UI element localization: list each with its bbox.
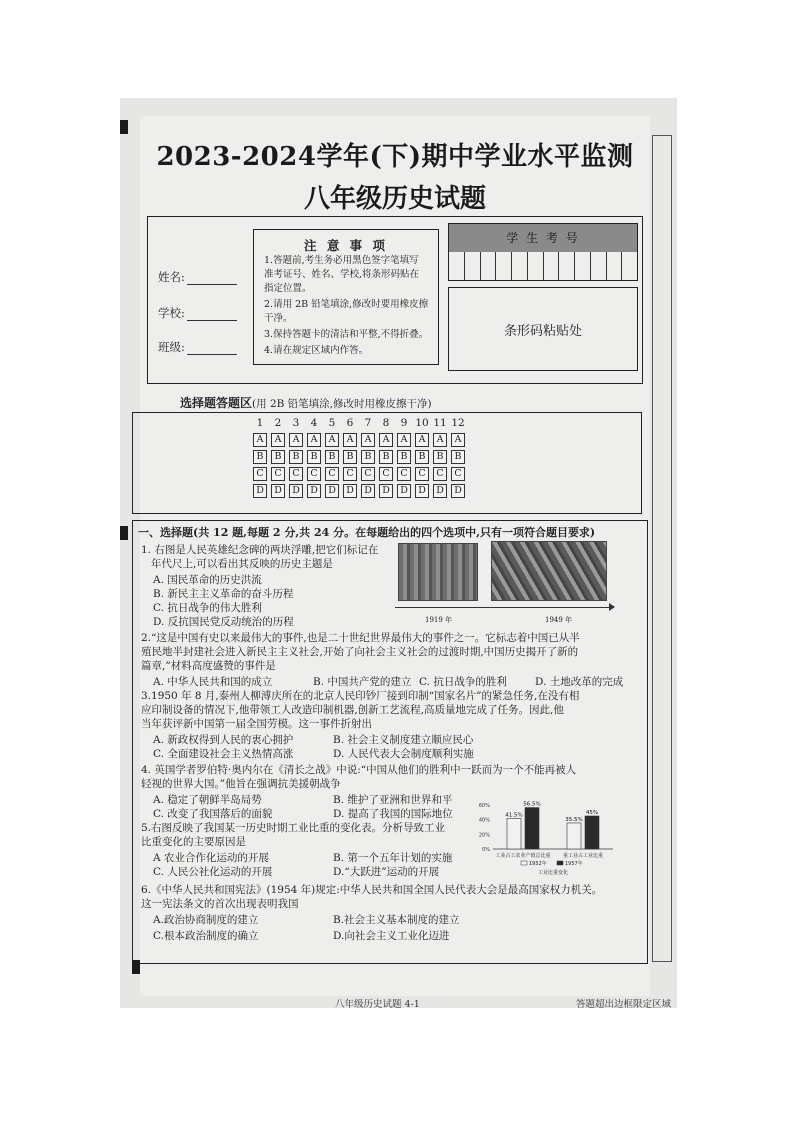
mc-question-number: 8 — [382, 417, 390, 429]
mc-question-number: 11 — [433, 417, 447, 429]
q1-line: 年代尺上,可以看出其反映的历史主题是 — [151, 558, 333, 570]
q1-option-b[interactable]: B. 新民主主义革命的奋斗历程 — [153, 588, 294, 600]
mc-bubble[interactable]: A — [433, 433, 447, 447]
mc-question-number: 10 — [415, 417, 429, 429]
bar-value-label: 41.5% — [505, 812, 523, 819]
mc-bubble[interactable]: A — [307, 433, 321, 447]
mc-bubble[interactable]: C — [379, 467, 393, 481]
mc-bubble[interactable]: C — [289, 467, 303, 481]
q3-option-c[interactable]: C. 全面建设社会主义热情高涨 — [153, 748, 294, 760]
mc-bubble[interactable]: B — [415, 450, 429, 464]
mc-question-number: 3 — [292, 417, 300, 429]
mc-bubble[interactable]: B — [289, 450, 303, 464]
mc-bubble[interactable]: B — [397, 450, 411, 464]
notice-line: 干净。 — [264, 313, 293, 324]
mc-bubble[interactable]: C — [361, 467, 375, 481]
q4-line: 轻视的世界大国。”他旨在强调抗美援朝战争 — [141, 778, 341, 790]
notice-line: 准考证号、姓名、学校,将条形码贴在 — [264, 269, 420, 280]
name-field — [158, 269, 237, 285]
q5-option-b[interactable]: B. 第一个五年计划的实施 — [333, 852, 453, 864]
mc-bubble[interactable]: D — [415, 484, 429, 498]
y-tick-label: 0% — [482, 847, 490, 853]
legend-label: 1952年 — [529, 861, 547, 867]
category-label: 工业占工农业产值总比重 — [495, 853, 551, 859]
q5-option-a[interactable]: A 农业合作化运动的开展 — [153, 852, 269, 864]
mc-bubble[interactable]: D — [361, 484, 375, 498]
notice-box — [253, 229, 439, 365]
mc-title — [180, 394, 432, 411]
q5-line: 比重变化的主要原因是 — [141, 836, 246, 848]
mc-bubble[interactable]: A — [253, 433, 267, 447]
q4-option-a[interactable]: A. 稳定了朝鲜半岛局势 — [153, 794, 262, 806]
y-tick-label: 60% — [478, 803, 490, 809]
exam-title: 2023-2024学年(下)期中学业水平监测 — [156, 142, 634, 172]
footer-note: 答题超出边框限定区域 — [576, 999, 672, 1008]
footer-page: 八年级历史试题 4-1 — [335, 999, 420, 1008]
notice-line: 4.请在规定区域内作答。 — [264, 345, 369, 356]
mc-question-number: 2 — [274, 417, 282, 429]
mc-bubble[interactable]: B — [271, 450, 285, 464]
q4-option-b[interactable]: B. 维护了亚洲和世界和平 — [333, 794, 453, 806]
q2-option-a[interactable]: A. 中华人民共和国的成立 — [153, 676, 273, 688]
mc-bubble[interactable]: C — [451, 467, 465, 481]
bar — [507, 819, 521, 849]
category-label: 重工业占工业比重 — [562, 853, 604, 859]
q4-option-d[interactable]: D. 提高了我国的国际地位 — [333, 808, 453, 820]
mc-bubble[interactable]: C — [343, 467, 357, 481]
mc-bubble[interactable]: C — [271, 467, 285, 481]
class-label: 班级: — [158, 340, 185, 354]
q1-option-d[interactable]: D. 反抗国民党反动统治的历程 — [153, 616, 294, 628]
relief-image-1949 — [491, 541, 607, 601]
mc-bubble[interactable]: C — [325, 467, 339, 481]
mc-bubble[interactable]: A — [361, 433, 375, 447]
barcode-box — [448, 287, 638, 371]
mc-bubble[interactable]: B — [361, 450, 375, 464]
q3-line: 应印制设备的情况下,他带领工人改造印制机器,创新工艺流程,高质量地完成了任务。因此,他 — [141, 704, 564, 716]
mc-bubble[interactable]: D — [271, 484, 285, 498]
name-label: 姓名: — [158, 270, 185, 284]
mc-bubble[interactable]: A — [289, 433, 303, 447]
legend-swatch — [557, 861, 563, 865]
student-id-cells[interactable] — [449, 252, 637, 280]
questions-box — [132, 520, 648, 964]
mc-bubble[interactable]: C — [307, 467, 321, 481]
info-box — [147, 216, 643, 384]
q3-option-b[interactable]: B. 社会主义制度建立顺应民心 — [333, 734, 474, 746]
mc-bubble[interactable]: D — [325, 484, 339, 498]
mc-question-number: 4 — [310, 417, 318, 429]
bar-value-label: 56.5% — [523, 801, 541, 808]
student-id-label: 学 生 考 号 — [449, 224, 637, 252]
y-tick-label: 20% — [478, 832, 490, 839]
q1-line: 1. 右图是人民英雄纪念碑的两块浮雕,把它们标记在 — [141, 544, 379, 556]
mc-question-number: 12 — [451, 417, 465, 429]
relief-image-1919 — [398, 543, 478, 601]
q6-line: 6.《中华人民共和国宪法》(1954 年)规定:中华人民共和国全国人民代表大会是最高国家权力机关。 — [141, 884, 603, 896]
q1-option-a[interactable]: A. 国民革命的历史洪流 — [153, 574, 262, 586]
mc-question-number: 6 — [346, 417, 354, 429]
bar-value-label: 45% — [585, 810, 599, 816]
q5-line: 5.右图反映了我国某一历史时期工业比重的变化表。分析导致工业 — [141, 822, 446, 834]
mc-bubble[interactable]: D — [433, 484, 447, 498]
notice-line: 2.请用 2B 铅笔填涂,修改时要用橡皮擦 — [264, 299, 429, 310]
mc-bubble[interactable]: B — [451, 450, 465, 464]
mc-bubble[interactable]: B — [253, 450, 267, 464]
mc-bubble[interactable]: D — [379, 484, 393, 498]
mc-question-number: 7 — [364, 417, 372, 429]
mc-bubble[interactable]: B — [325, 450, 339, 464]
q2-option-d[interactable]: D. 土地改革的完成 — [535, 676, 624, 688]
mc-bubble[interactable]: B — [379, 450, 393, 464]
mc-bubble[interactable]: B — [343, 450, 357, 464]
q2-option-b[interactable]: B. 中国共产党的建立 — [313, 676, 412, 688]
mc-bubble[interactable]: A — [271, 433, 285, 447]
q5-option-c[interactable]: C. 人民公社化运动的开展 — [153, 866, 273, 878]
mc-bubble[interactable]: D — [307, 484, 321, 498]
mc-note: (用 2B 铅笔填涂,修改时用橡皮擦干净) — [252, 398, 432, 410]
q6-option-d[interactable]: D.向社会主义工业化迈进 — [333, 930, 450, 942]
y-tick-label: 40% — [478, 817, 490, 824]
timeline-label-1919: 1919 年 — [425, 616, 453, 624]
mc-bubble[interactable]: D — [397, 484, 411, 498]
q1-option-c[interactable]: C. 抗日战争的伟大胜利 — [153, 602, 262, 614]
legend-label: 1957年 — [565, 861, 583, 867]
q3-option-d[interactable]: D. 人民代表大会制度顺利实施 — [333, 748, 474, 760]
mc-bubble[interactable]: D — [343, 484, 357, 498]
q3-line: 3.1950 年 8 月,泰州人柳溥庆所在的北京人民印钞厂接到印制“国家名片”的紧急任务,在没有相 — [141, 690, 580, 702]
q4-option-c[interactable]: C. 改变了我国落后的面貌 — [153, 808, 273, 820]
q6-option-c[interactable]: C.根本政治制度的确立 — [153, 930, 259, 942]
student-id-box — [448, 223, 638, 281]
mc-question-number: 9 — [400, 417, 408, 429]
mc-bubble[interactable]: D — [289, 484, 303, 498]
exam-photo — [120, 98, 677, 1008]
mc-bubble[interactable]: A — [325, 433, 339, 447]
x-axis-label: 工业比重变化 — [537, 870, 569, 876]
timeline-label-1949: 1949 年 — [545, 616, 573, 624]
mc-bubble[interactable]: C — [415, 467, 429, 481]
mc-bubble[interactable]: C — [433, 467, 447, 481]
q6-option-a[interactable]: A.政治协商制度的建立 — [153, 914, 259, 926]
bar — [567, 823, 581, 849]
class-blank[interactable] — [187, 342, 237, 355]
mc-bubble[interactable]: A — [415, 433, 429, 447]
bar — [525, 808, 539, 849]
q3-line: 当年获评新中国第一届全国劳模。这一事件折射出 — [141, 718, 372, 730]
notice-line: 1.答题前,考生务必用黑色签字笔填写 — [264, 255, 419, 266]
mc-question-number: 1 — [256, 417, 264, 429]
q4-line: 4. 英国学者罗伯特·奥内尔在《清长之战》中说:“中国从他们的胜利中一跃而为一个不能再被人 — [141, 764, 577, 776]
bar-value-label: 35.5% — [565, 816, 583, 823]
q2-line: 2.“这是中国有史以来最伟大的事件,也是二十世纪世界最伟大的事件之一。它标志着中国已从半 — [141, 632, 580, 644]
section-heading: 一、选择题(共 12 题,每题 2 分,共 24 分。在每题给出的四个选项中,只有一项符合题目要求) — [138, 526, 596, 539]
mc-title-text: 选择题答题区 — [180, 396, 253, 410]
mc-bubble[interactable]: A — [397, 433, 411, 447]
school-blank[interactable] — [187, 308, 237, 321]
q6-line: 这一宪法条文的首次出现表明我国 — [141, 898, 299, 910]
name-blank[interactable] — [187, 272, 237, 285]
mc-bubble[interactable]: B — [433, 450, 447, 464]
timeline-axis — [395, 607, 613, 608]
q5-option-d[interactable]: D.“大跃进”运动的开展 — [333, 866, 440, 878]
mc-bubble[interactable]: C — [397, 467, 411, 481]
mc-answer-box — [132, 412, 642, 514]
barcode-label: 条形码粘贴处 — [503, 323, 582, 339]
notice-line: 指定位置。 — [264, 283, 312, 294]
legend-swatch — [521, 861, 527, 865]
mc-bubble[interactable]: A — [451, 433, 465, 447]
mc-bubble[interactable]: D — [451, 484, 465, 498]
school-label: 学校: — [158, 306, 185, 320]
q6-option-b[interactable]: B.社会主义基本制度的建立 — [333, 914, 460, 926]
notice-title: 注 意 事 项 — [303, 238, 389, 253]
corner-marker — [120, 526, 128, 540]
industry-chart — [471, 791, 621, 881]
q2-option-c[interactable]: C. 抗日战争的胜利 — [419, 676, 507, 688]
corner-marker — [120, 120, 128, 134]
class-field — [158, 339, 237, 355]
mc-bubble[interactable]: D — [253, 484, 267, 498]
mc-bubble[interactable]: A — [343, 433, 357, 447]
mc-bubble[interactable]: B — [307, 450, 321, 464]
q2-line: 篇章,”材料高度盛赞的事件是 — [141, 660, 276, 672]
notice-line: 3.保持答题卡的清洁和平整,不得折叠。 — [264, 329, 429, 340]
mc-bubble[interactable]: A — [379, 433, 393, 447]
school-field — [158, 305, 237, 321]
q2-line: 殖民地半封建社会进入新民主主义社会,开始了向社会主义社会的过渡时期,中国历史揭开了新的 — [141, 646, 579, 658]
mc-bubble[interactable]: C — [253, 467, 267, 481]
q3-option-a[interactable]: A. 新政权得到人民的衷心拥护 — [153, 734, 294, 746]
timeline-arrow-icon — [609, 603, 615, 611]
exam-subtitle: 八年级历史试题 — [303, 184, 486, 214]
mc-question-number: 5 — [328, 417, 336, 429]
adjacent-page-edge — [652, 135, 672, 962]
bar — [585, 816, 599, 849]
